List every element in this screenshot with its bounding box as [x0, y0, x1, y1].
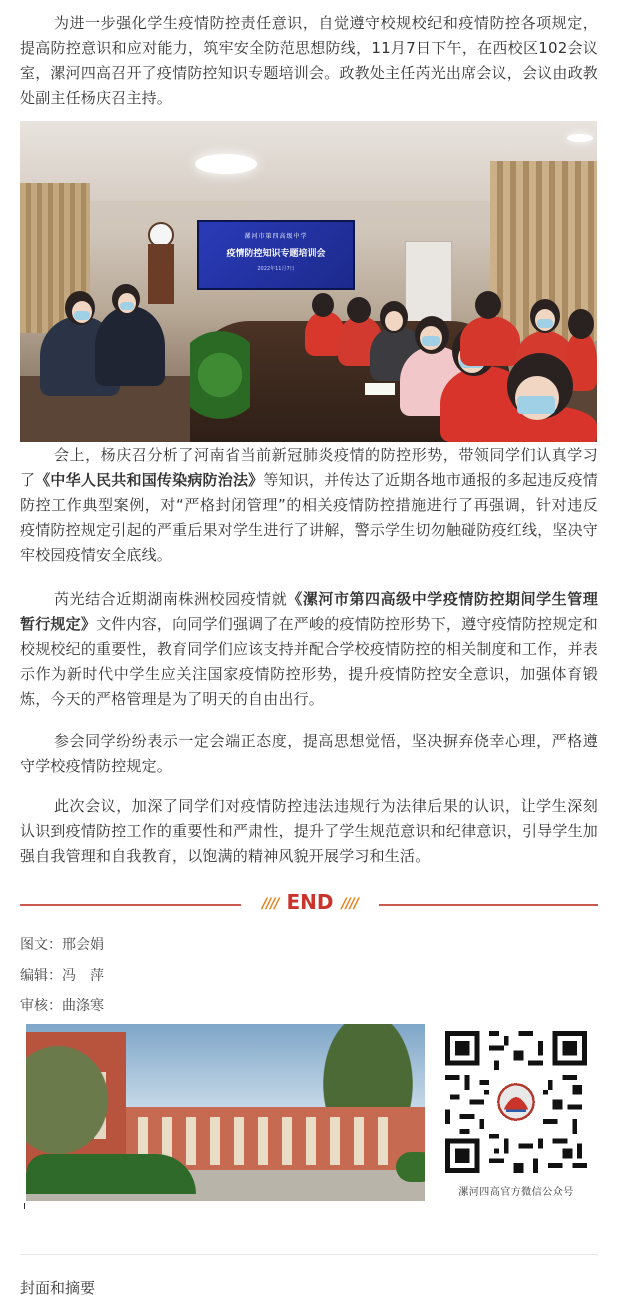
qr-code-icon: [445, 1031, 587, 1173]
article-paragraph-5: 此次会议，加深了同学们对疫情防控违法违规行为法律后果的认识，让学生深刻认识到疫情防控工作的重要性和严肃性，提升了学生规范意识和纪律意识，引导学生加强自我管理和自我教育，以饱满的精神风貌开展学习和生活。: [20, 797, 598, 865]
article-paragraph-1: 为进一步强化学生疫情防控责任意识，自觉遵守校规校纪和疫情防控各项规定，提高防控意识和应对能力，筑牢安全防范思想防线，11月7日下午，在西校区102会议室，漯河四高召开了疫情防控知识专题培训会。政教处主任芮光出席会议，会议由政教处副主任杨庆召主持。: [20, 14, 598, 107]
screen-school-name: 漯河市第四高级中学: [244, 233, 308, 240]
section-divider: [20, 1254, 598, 1255]
meeting-photo: [20, 121, 597, 442]
wechat-qr-card: [442, 1028, 590, 1200]
law-title-bold: 《中华人民共和国传染病防治法》: [35, 471, 264, 489]
screen-date: 2022年11月7日: [257, 266, 295, 272]
campus-photo: [26, 1024, 425, 1201]
article-paragraph-2: 会上，杨庆召分析了河南省当前新冠肺炎疫情的防控形势，带领同学们认真学习了《中华人民共和国传染病防治法》等知识，并传达了近期各地市通报的多起违反疫情防控工作典型案例，对“严格封闭管理”的相关疫情防控措施进行了再强调，针对违反疫情防控规定引起的严重后果对学生进行了讲解，警示学生切勿触碰防疫红线，坚决守牢校园疫情安全底线。: [20, 446, 598, 564]
credit-writer: 图文：邢会娟: [20, 937, 104, 953]
article-paragraph-4: 参会同学纷纷表示一定会端正态度，提高思想觉悟，坚决摒弃侥幸心理，严格遵守学校疫情防控规定。: [20, 732, 598, 775]
screen-title: 疫情防控知识专题培训会: [226, 249, 326, 259]
credit-editor: 编辑：冯 萍: [20, 968, 104, 984]
end-divider: [241, 890, 379, 918]
right-slash-decoration: ////: [341, 896, 358, 912]
projection-screen: [197, 220, 355, 290]
end-label: END: [286, 890, 334, 914]
decorative-tick: [24, 1203, 25, 1209]
left-slash-decoration: ////: [262, 896, 279, 912]
qr-caption: 漯河四高官方微信公众号: [458, 1187, 574, 1198]
cover-and-summary-link[interactable]: 封面和摘要: [20, 1279, 96, 1297]
regulation-title-bold: 《漯河市第四高级中学疫情防控期间学生管理暂行规定》: [20, 590, 598, 633]
potted-plant: [190, 331, 250, 441]
credit-reviewer: 审核：曲涤寒: [20, 998, 104, 1014]
article-paragraph-3: 芮光结合近期湖南株洲校园疫情就《漯河市第四高级中学疫情防控期间学生管理暂行规定》文件内容，向同学们强调了在严峻的疫情防控形势下，遵守疫情防控规定和校规校纪的重要性，教育同学们应该支持并配合学校疫情防控的相关制度和工作，并表示作为新时代中学生应关注国家疫情防控形势，提升疫情防控安全意识，加强体育锻炼，今天的严格管理是为了明天的自由出行。: [20, 590, 598, 708]
